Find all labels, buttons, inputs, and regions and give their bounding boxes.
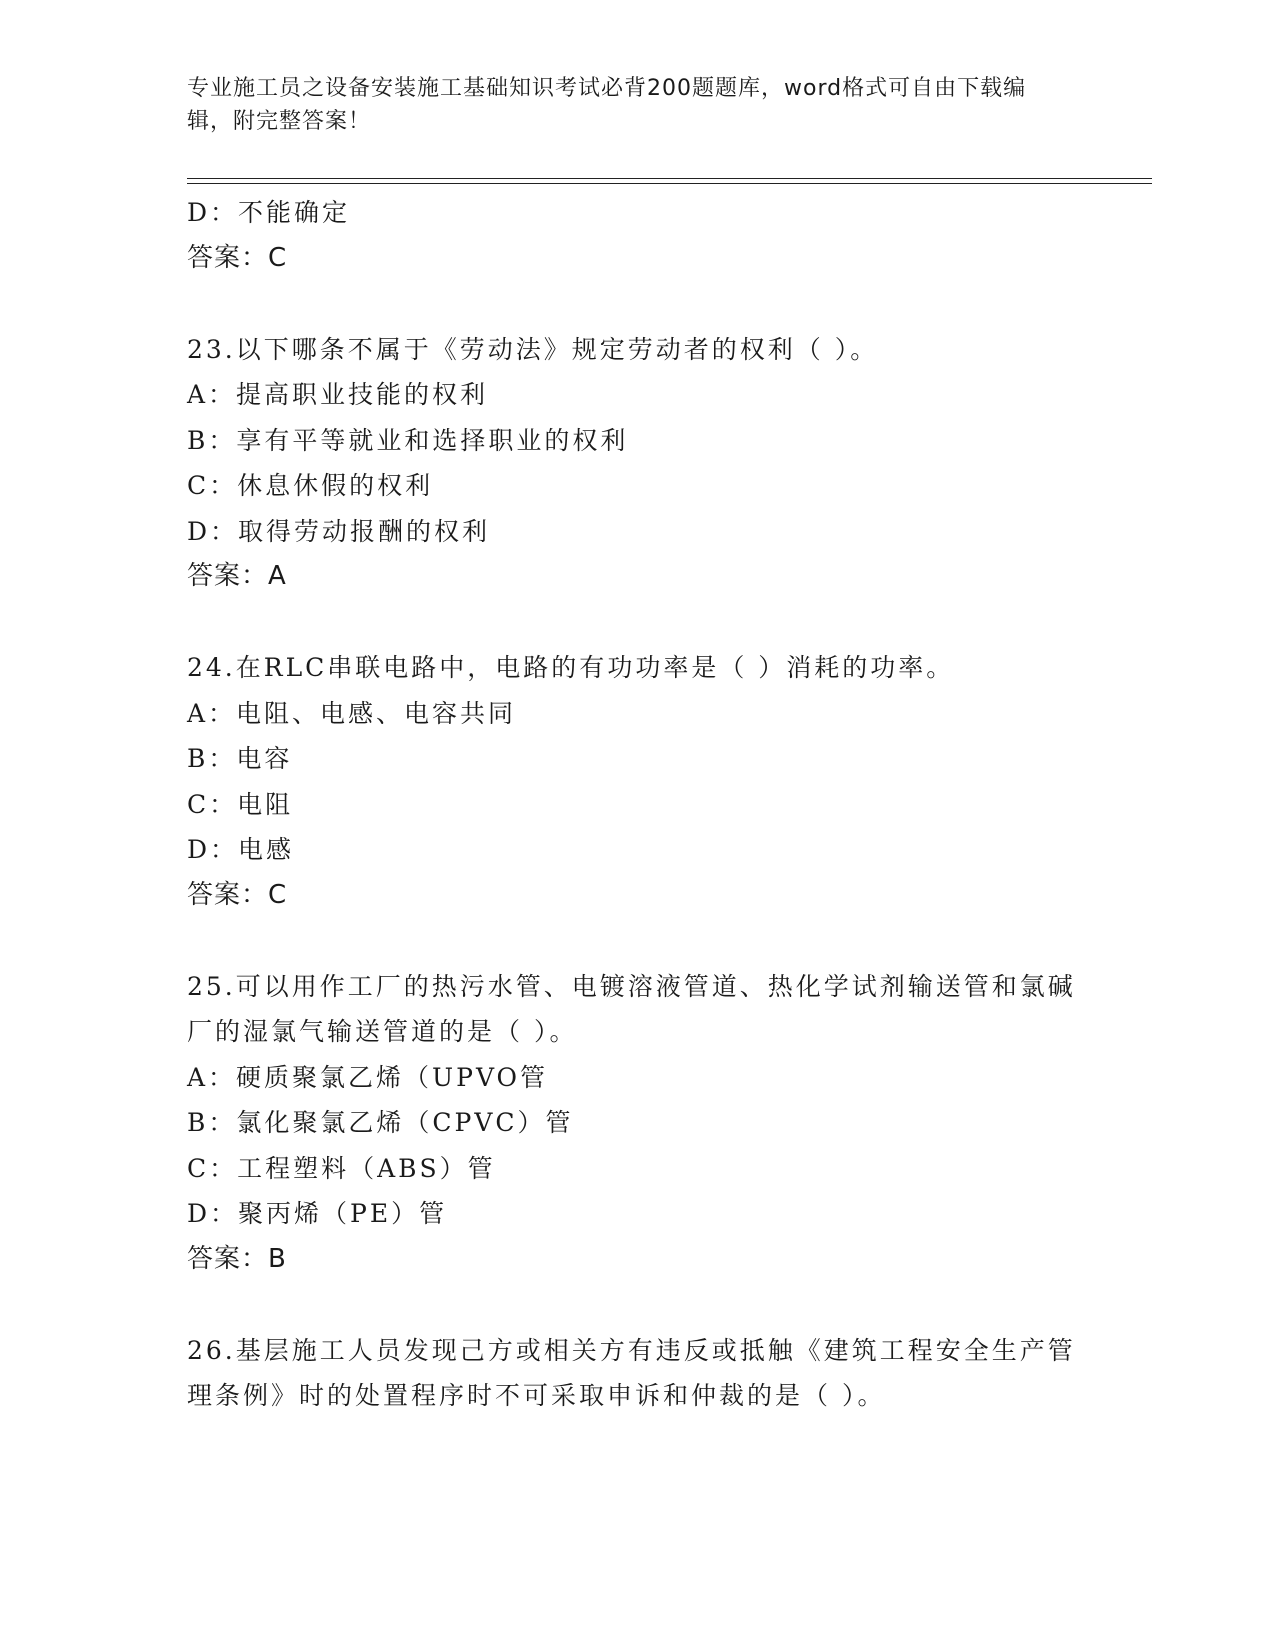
option-d: D：电感 xyxy=(187,835,295,864)
answer-line: 答案：B xyxy=(187,1243,287,1274)
question-list xyxy=(187,190,1087,1419)
option-d: D：取得劳动报酬的权利 xyxy=(187,516,491,546)
option-d: D：不能确定 xyxy=(187,198,351,227)
header-divider-top xyxy=(187,178,1152,179)
option-a: A：硬质聚氯乙烯（UPVO管 xyxy=(187,1062,549,1092)
answer-line: 答案：C xyxy=(187,879,288,910)
answer-line: 答案：C xyxy=(187,242,288,273)
option-a: A：电阻、电感、电容共同 xyxy=(187,698,517,728)
option-c: C：工程塑料（ABS）管 xyxy=(187,1153,496,1183)
option-c: C：休息休假的权利 xyxy=(187,471,434,500)
question-23 xyxy=(187,327,1087,600)
question-26 xyxy=(187,1328,1087,1419)
option-c: C：电阻 xyxy=(187,789,294,819)
option-b: B：享有平等就业和选择职业的权利 xyxy=(187,425,629,455)
question-25 xyxy=(187,964,1087,1283)
option-a: A：提高职业技能的权利 xyxy=(187,380,489,409)
option-d: D：聚丙烯（PE）管 xyxy=(187,1199,448,1228)
answer-line: 答案：A xyxy=(187,561,287,591)
previous-question-tail xyxy=(187,190,1087,281)
question-24 xyxy=(187,645,1087,918)
document-header: 专业施工员之设备安装施工基础知识考试必背200题题库，word格式可自由下载编辑，附完整答案！ xyxy=(187,76,1027,134)
question-stem: 24.在RLC串联电路中，电路的有功功率是（ ）消耗的功率。 xyxy=(187,653,955,682)
header-divider-bottom xyxy=(187,183,1152,184)
question-stem: 26.基层施工人员发现己方或相关方有违反或抵触《建筑工程安全生产管理条例》时的处置程序时不可采取申诉和仲裁的是（ ）。 xyxy=(187,1335,1076,1410)
option-b: B：电容 xyxy=(187,744,293,773)
question-stem: 23.以下哪条不属于《劳动法》规定劳动者的权利（ ）。 xyxy=(187,334,879,364)
option-b: B：氯化聚氯乙烯（CPVC）管 xyxy=(187,1108,574,1137)
question-stem: 25.可以用作工厂的热污水管、电镀溶液管道、热化学试剂输送管和氯碱厂的湿氯气输送管道的是（ ）。 xyxy=(187,971,1076,1046)
